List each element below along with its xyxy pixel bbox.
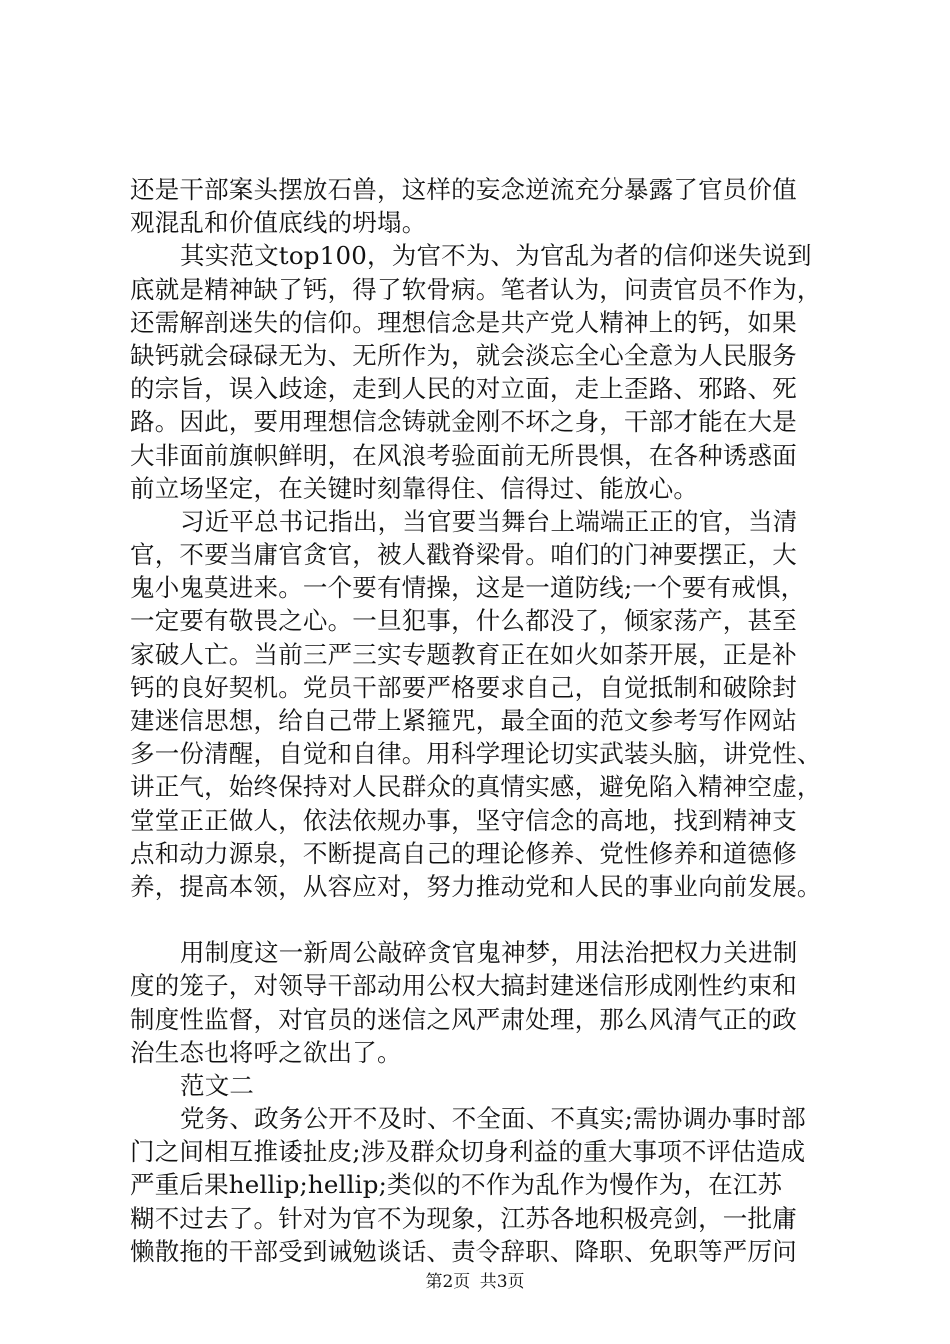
paragraph-gap [130,903,850,936]
paragraph-4 [130,936,850,1069]
paragraph-3 [130,505,850,903]
text-line: 堂堂正正做人，依法依规办事，坚守信念的高地，找到精神支 [130,805,797,835]
text-line: 度的笼子，对领导干部动用公权大搞封建迷信形成刚性约束和 [130,971,797,1001]
text-line: 多一份清醒，自觉和自律。用科学理论切实武装头脑，讲党性、 [130,739,822,769]
text-line: 钙的良好契机。党员干部要严格要求自己，自觉抵制和破除封 [130,672,797,702]
section-title: 范文二 [180,1070,255,1100]
text-line: 的宗旨，误入歧途，走到人民的对立面，走上歪路、邪路、死 [130,374,797,404]
page-number: 第2页 [425,1272,471,1292]
text-line: 糊不过去了。针对为官不为现象，江苏各地积极亮剑，一批庸 [130,1203,797,1233]
paragraph-2 [130,239,850,505]
section-heading [130,1069,850,1102]
text-line: 大非面前旗帜鲜明，在风浪考验面前无所畏惧，在各种诱惑面 [130,440,797,470]
text-line: 制度性监督，对官员的迷信之风严肃处理，那么风清气正的政 [130,1004,797,1034]
text-line: 观混乱和价值底线的坍塌。 [130,208,427,238]
text-line: 党务、政务公开不及时、不全面、不真实;需协调办事时部 [180,1104,806,1134]
text-line: 养，提高本领，从容应对，努力推动党和人民的事业向前发展。 [130,871,822,901]
text-line: 底就是精神缺了钙，得了软骨病。笔者认为，问责官员不作为， [130,274,822,304]
text-line: 前立场坚定，在关键时刻靠得住、信得过、能放心。 [130,473,699,503]
text-line: 官，不要当庸官贪官，被人戳脊梁骨。咱们的门神要摆正，大 [130,540,797,570]
text-line: 门之间相互推诿扯皮;涉及群众切身利益的重大事项不评估造成 [130,1137,806,1167]
page-total: 共3页 [479,1272,525,1292]
text-line: 点和动力源泉，不断提高自己的理论修养、党性修养和道德修 [130,838,797,868]
text-line: 用制度这一新周公敲碎贪官鬼神梦，用法治把权力关进制 [180,938,798,968]
text-line: 其实范文top100，为官不为、为官乱为者的信仰迷失说到 [180,241,812,271]
text-line: 严重后果hellip;hellip;类似的不作为乱作为慢作为，在江苏 [130,1170,783,1200]
paragraph-5 [130,1102,850,1268]
text-line: 讲正气，始终保持对人民群众的真情实感，避免陷入精神空虚， [130,772,822,802]
text-line: 家破人亡。当前三严三实专题教育正在如火如荼开展，正是补 [130,639,797,669]
text-line: 治生态也将呼之欲出了。 [130,1037,402,1067]
text-line: 还是干部案头摆放石兽，这样的妄念逆流充分暴露了官员价值 [130,175,797,204]
text-line: 路。因此，要用理想信念铸就金刚不坏之身，干部才能在大是 [130,407,797,437]
document-body [130,173,850,1268]
text-line: 缺钙就会碌碌无为、无所作为，就会淡忘全心全意为人民服务 [130,340,797,370]
text-line: 一定要有敬畏之心。一旦犯事，什么都没了，倾家荡产，甚至 [130,606,797,636]
page-footer [0,1270,950,1294]
text-line: 习近平总书记指出，当官要当舞台上端端正正的官，当清 [180,506,798,536]
paragraph-1 [130,173,850,239]
text-line: 懒散拖的干部受到诫勉谈话、责令辞职、降职、免职等严厉问 [130,1236,797,1266]
text-line: 还需解剖迷失的信仰。理想信念是共产党人精神上的钙，如果 [130,307,797,337]
text-line: 鬼小鬼莫进来。一个要有情操，这是一道防线;一个要有戒惧， [130,573,806,603]
text-line: 建迷信思想，给自己带上紧箍咒，最全面的范文参考写作网站 [130,706,797,735]
